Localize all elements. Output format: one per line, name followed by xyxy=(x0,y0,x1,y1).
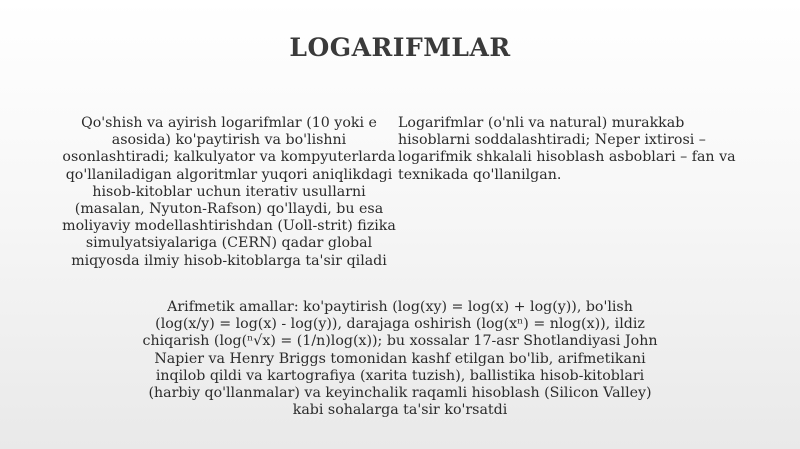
left-text-block: Qo'shish va ayirish logarifmlar (10 yoki e asosida) ko'paytirish va bo'lishni osonlashtiradi; kalkulyator va kompyuterlarda qo'llaniladigan algoritmlar yuqori aniqlikdagi hisob-kitoblar uchun iterativ usullarni (masalan, Nyuton-Rafson) qo'llaydi, bu esa moliyaviy modellashtirishdan (Uoll-strit) fizika simulyatsiyalariga (CERN) qadar global miqyosda ilmiy hisob-kitoblarga ta'sir qiladi xyxy=(62,115,396,269)
slide-title: LOGARIFMLAR xyxy=(289,33,511,62)
right-text-block: Logarifmlar (o'nli va natural) murakkab hisoblarni soddalashtiradi; Neper ixtirosi – logarifmik shkalali hisoblash asboblari – fan va texnikada qo'llanilgan. xyxy=(398,115,736,183)
bottom-text-block: Arifmetik amallar: ko'paytirish (log(xy) = log(x) + log(y)), bo'lish (log(x/y) = log(x) - log(y)), darajaga oshirish (log(xⁿ) = nlog(x)), ildiz chiqarish (log(ⁿ√x) = (1/n)log(x)); bu xossalar 17-asr Shotlandiyasi John Napier va Henry Briggs tomonidan kashf etilgan bo'lib, arifmetikani inqilob qildi va kartografiya (xarita tuzish), ballistika hisob-kitoblari (harbiy qo'llanmalar) va keyinchalik raqamli hisoblash (Silicon Valley) kabi sohalarga ta'sir ko'rsatdi xyxy=(142,299,658,419)
